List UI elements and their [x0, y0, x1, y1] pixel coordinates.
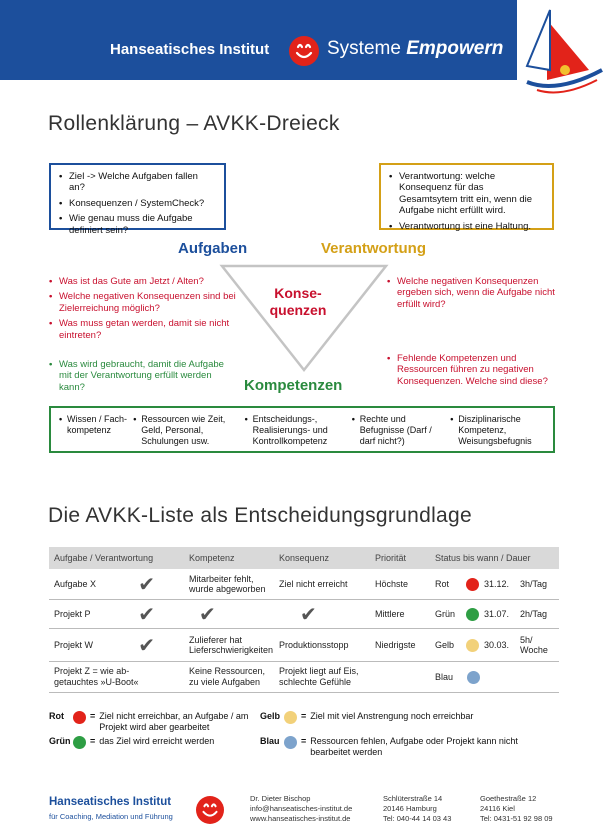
- right-missing-competence-note: [387, 353, 557, 391]
- label-verantwortung: Verantwortung: [321, 240, 427, 257]
- list-item: • Welche negativen Konsequenzen ergeben sich, wenn die Aufgabe nicht erfüllt wird?: [387, 276, 555, 310]
- legend-red: Rot = Ziel nicht erreichbar, an Aufgabe / am Projekt wird aber gearbeitet: [49, 711, 249, 732]
- cell-kompetenz: Zulieferer hat Lieferschwierigkeiten: [189, 635, 274, 655]
- legend-blue-dot-icon: [284, 736, 297, 749]
- cell-konsequenz: Projekt liegt auf Eis, schlechte Gefühle: [279, 666, 359, 687]
- column-header: Konsequenz: [279, 553, 330, 563]
- legend-yellow-dot-icon: [284, 711, 297, 724]
- cell-prio: Höchste: [375, 579, 409, 589]
- column-header: Kompetenz: [189, 553, 235, 563]
- cell-konsequenz: Ziel nicht erreicht: [279, 579, 348, 589]
- list-item: • Ziel -> Welche Aufgaben fallen an?: [59, 171, 216, 194]
- table-row: [49, 569, 559, 600]
- table-header: [49, 547, 559, 569]
- list-item: • Was wird gebraucht, damit die Aufgabe mit der Verantwortung erfüllt werden kann?: [49, 359, 224, 393]
- legend-red-dot-icon: [73, 711, 86, 724]
- center-label-konsequenzen: Konse- quenzen: [269, 285, 327, 318]
- box-aufgaben-questions: [49, 163, 226, 236]
- cell-status: Rot 31.12. 3h/Tag: [435, 579, 548, 589]
- cell-kompetenz: Keine Ressourcen, zu viele Aufgaben: [189, 666, 266, 687]
- cell-task: Projekt W: [54, 640, 94, 650]
- footer-address-kiel: Goethestraße 12 24116 Kiel Tel: 0431-51 92 98 09: [480, 794, 553, 823]
- table-row: [49, 629, 559, 662]
- check-icon: ✔: [199, 603, 216, 626]
- list-item: • Was ist das Gute am Jetzt / Alten?: [49, 276, 244, 287]
- cell-kompetenz: Mitarbeiter fehlt, wurde abgeworben: [189, 574, 266, 594]
- cell-konsequenz: Produktionsstopp: [279, 640, 349, 650]
- label-kompetenzen: Kompetenzen: [244, 377, 343, 394]
- footer-subtitle: für Coaching, Mediation und Führung: [49, 812, 173, 821]
- smiley-logo-icon: [289, 36, 319, 66]
- status-red-dot-icon: [466, 578, 479, 591]
- list-item: • Was muss getan werden, damit sie nicht eintreten?: [49, 318, 244, 341]
- competence-item: • Ressourcen wie Zeit, Geld, Personal, Schulungen usw.: [129, 414, 240, 445]
- check-icon: ✔: [138, 634, 155, 657]
- competence-item: • Rechte und Befugnisse (Darf / darf nicht?): [348, 414, 446, 445]
- competence-box: [49, 406, 555, 453]
- label-aufgaben: Aufgaben: [178, 240, 248, 257]
- cell-prio: Mittlere: [375, 609, 405, 619]
- status-green-dot-icon: [466, 608, 479, 621]
- list-item: • Verantwortung ist eine Haltung.: [389, 221, 544, 232]
- list-item: • Welche negativen Konsequenzen sind bei Zielerreichung möglich?: [49, 291, 244, 314]
- cell-task: Projekt Z = wie ab- getauchtes »U-Boot«: [54, 666, 139, 687]
- right-consequence-note: [387, 276, 555, 314]
- list-item: • Fehlende Kompetenzen und Ressourcen führen zu negativen Konsequenzen. Welche sind diese?: [387, 353, 557, 387]
- footer-smiley-logo-icon: [196, 796, 224, 824]
- cell-task: Aufgabe X: [54, 579, 97, 589]
- competence-item: • Wissen / Fach- kompetenz: [55, 414, 129, 445]
- header-system-title: Systeme Empowern: [327, 38, 504, 59]
- footer-address-hamburg: Schlüterstraße 14 20146 Hamburg Tel: 040-44 14 03 43: [383, 794, 452, 823]
- check-icon: ✔: [300, 603, 317, 626]
- avkk-table: [49, 547, 559, 693]
- footer-institute-name: Hanseatisches Institut: [49, 796, 172, 808]
- sailboat-logo-icon: [517, 0, 607, 100]
- table-row: [49, 600, 559, 629]
- cell-prio: Niedrigste: [375, 640, 416, 650]
- check-icon: ✔: [138, 573, 155, 596]
- legend-blue: Blau = Ressourcen fehlen, Aufgabe oder Projekt kann nicht bearbeitet werden: [260, 736, 518, 757]
- list-item: • Verantwortung: welche Konsequenz für das Gesamtsytem tritt ein, wenn die Aufgabe nicht erfüllt wird.: [389, 171, 544, 217]
- column-header: Status bis wann / Dauer: [435, 553, 531, 563]
- left-competence-note: [49, 359, 224, 397]
- column-header: Priorität: [375, 553, 407, 563]
- footer-contact: Dr. Dieter Bischop info@hanseatisches-institut.de www.hanseatisches-institut.de: [250, 794, 353, 823]
- list-item: • Konsequenzen / SystemCheck?: [59, 198, 216, 209]
- cell-status: Gelb 30.03. 5h/ Woche: [435, 634, 548, 655]
- table-row: [49, 662, 559, 693]
- competence-item: • Disziplinarische Kompetenz, Weisungsbefugnis: [446, 414, 549, 445]
- section2-title: Die AVKK-Liste als Entscheidungsgrundlage: [48, 504, 472, 527]
- box-verantwortung-notes: [379, 163, 554, 230]
- check-icon: ✔: [138, 603, 155, 626]
- left-consequence-notes: [49, 276, 244, 345]
- legend-green-dot-icon: [73, 736, 86, 749]
- header-institute-name: Hanseatisches Institut: [110, 41, 270, 58]
- section1-title: Rollenklärung – AVKK-Dreieck: [48, 112, 340, 135]
- status-yellow-dot-icon: [466, 639, 479, 652]
- cell-status: Grün 31.07. 2h/Tag: [435, 609, 548, 619]
- list-item: • Wie genau muss die Aufgabe definiert sein?: [59, 213, 216, 236]
- competence-item: • Entscheidungs-, Realisierungs- und Kontrollkompetenz: [241, 414, 348, 445]
- legend-yellow: Gelb = Ziel mit viel Anstrengung noch erreichbar: [260, 711, 473, 724]
- column-header: Aufgabe / Verantwortung: [54, 553, 154, 563]
- cell-status: Blau: [433, 671, 559, 684]
- legend-green: Grün = das Ziel wird erreicht werden: [49, 736, 214, 749]
- status-blue-dot-icon: [467, 671, 480, 684]
- cell-task: Projekt P: [54, 609, 91, 619]
